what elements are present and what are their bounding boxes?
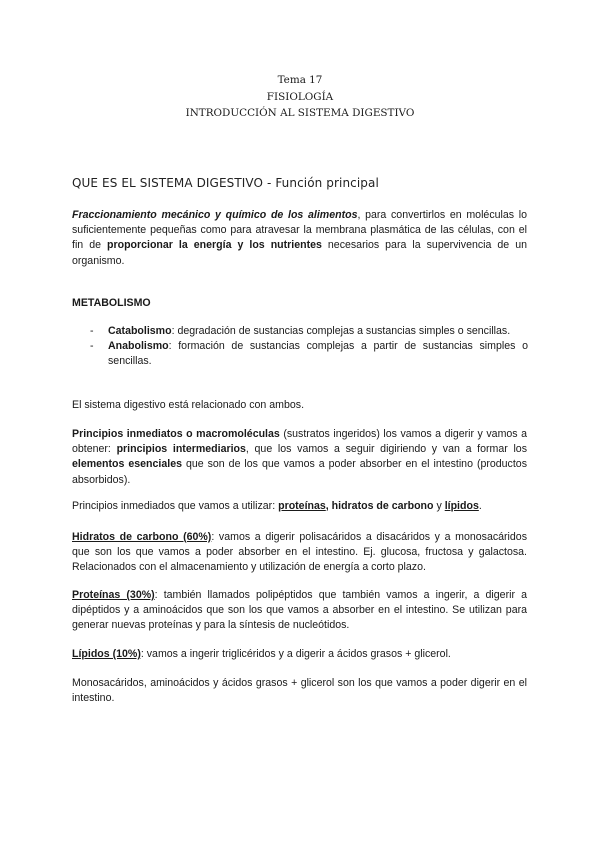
lipidos-term: Lípidos (10%) <box>72 648 141 660</box>
document-header <box>0 72 600 122</box>
definition-catabolismo: : degradación de sustancias complejas a sustancias simples o sencillas. <box>171 325 511 337</box>
final-paragraph: Monosacáridos, aminoácidos y ácidos grasos + glicerol son los que vamos a poder digerir en el intestino. <box>72 677 527 705</box>
utilizar-sep-1: , <box>325 500 332 512</box>
utilizar-hidratos: hidratos de carbono <box>331 500 434 512</box>
principios-text-3: que son de los que vamos a poder absorber en el intestino (productos absorbidos). <box>72 458 527 486</box>
utilizar-sep-2: y <box>433 500 445 512</box>
page-title: INTRODUCCIÓN AL SISTEMA DIGESTIVO <box>185 107 415 119</box>
utilizar-paragraph <box>72 499 527 514</box>
hidratos-paragraph <box>72 530 527 576</box>
term-anabolismo: Anabolismo <box>108 340 169 353</box>
section-heading: QUE ES EL SISTEMA DIGESTIVO - Función principal <box>72 176 379 190</box>
proteinas-paragraph <box>72 588 527 634</box>
hidratos-term: Hidratos de carbono (60%) <box>72 531 212 543</box>
definition-anabolismo: : formación de sustancias complejas a partir de sustancias simples o sencillas. <box>108 340 528 368</box>
relation-paragraph: El sistema digestivo está relacionado con ambos. <box>72 399 305 411</box>
lipidos-text: : vamos a ingerir triglicéridos y a digerir a ácidos grasos + glicerol. <box>140 648 451 660</box>
intro-text-1: , para convertirlos en moléculas lo suficientemente pequeñas como para atravesar la membrana plasmática de las células, con el fin de <box>72 209 527 252</box>
metabolismo-heading: METABOLISMO <box>72 297 151 309</box>
subject-title: FISIOLOGÍA <box>266 90 334 103</box>
intro-bold-1: Fraccionamiento mecánico y químico de los alimentos <box>72 209 358 221</box>
hidratos-text: : vamos a digerir polisacáridos a disacáridos y a monosacáridos que son los que vamos a poder absorber en el intestino. Ej. glucosa, fructosa y galactosa. Relacionados con el almacenamiento y utilización de energía a corto plazo. <box>72 531 527 574</box>
utilizar-end: . <box>478 500 482 512</box>
principios-text-2: , que los vamos a seguir digiriendo y van a formar los <box>245 443 527 456</box>
term-catabolismo: Catabolismo <box>108 325 172 337</box>
principios-bold-2: principios intermediarios <box>116 443 246 456</box>
principios-text-1: (sustratos ingeridos) los vamos a digerir y vamos a obtener: <box>72 428 527 456</box>
proteinas-term: Proteínas (30%) <box>72 589 155 601</box>
list-dash: - <box>90 325 94 337</box>
list-item-anabolismo <box>90 339 528 369</box>
utilizar-lipidos: lípidos <box>444 500 479 512</box>
principios-paragraph <box>72 427 527 488</box>
principios-bold-1: Principios inmediatos o macromoléculas <box>72 428 280 440</box>
principios-bold-3: elementos esenciales <box>72 458 182 471</box>
proteinas-text: : también llamados polipéptidos que también vamos a ingerir, a digerir a dipéptidos y a aminoácidos que son los que vamos a absorber en el intestino. Se utilizan para generar nuevas proteínas y para la síntesis de nucleótidos. <box>72 589 527 632</box>
utilizar-text: Principios inmediados que vamos a utilizar: <box>72 500 279 512</box>
list-item-catabolismo <box>90 324 528 339</box>
topic-number: Tema 17 <box>277 74 323 86</box>
intro-bold-2: proporcionar la energía y los nutrientes <box>107 239 322 252</box>
intro-paragraph <box>72 208 527 269</box>
intro-text-2: necesarios para la supervivencia de un organismo. <box>72 239 527 267</box>
list-dash: - <box>90 340 94 353</box>
lipidos-paragraph <box>72 647 527 662</box>
metabolismo-list <box>90 324 528 370</box>
utilizar-proteinas: proteínas <box>278 500 326 512</box>
